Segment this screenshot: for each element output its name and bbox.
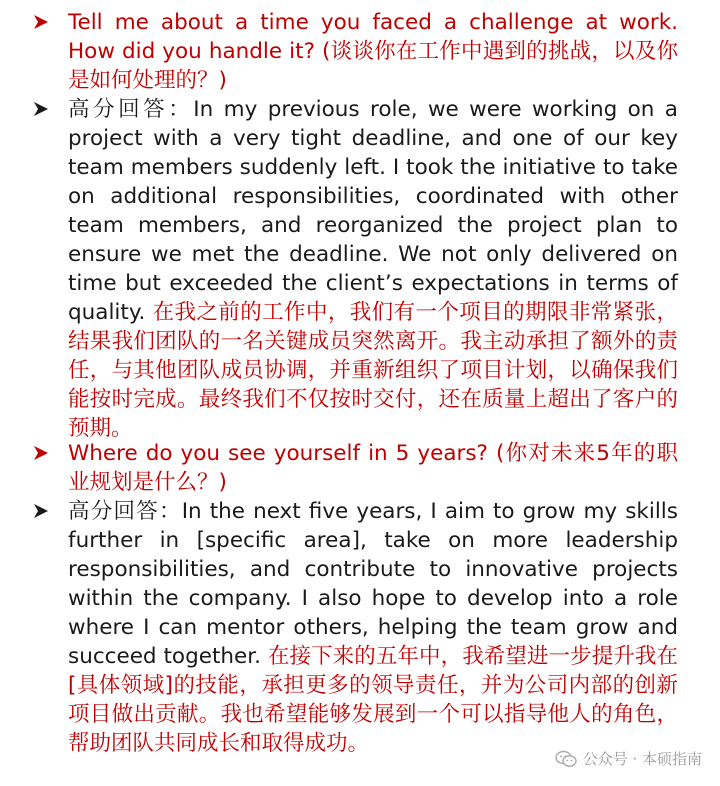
- answer-chinese-translation: 在接下来的五年中，我希望进一步提升我在[具体领域]的技能，承担更多的领导责任，并为公司内部的创新项目做出贡献。我也希望能够发展到一个可以指导他人的角色，帮助团队共同成长和取得成功。: [68, 644, 678, 756]
- answer-2: [0, 497, 720, 758]
- answer-chinese-translation: 在我之前的工作中，我们有一个项目的期限非常紧张，结果我们团队的一名关键成员突然离开。我主动承担了额外的责任，与其他团队成员协调，并重新组织了项目计划，以确保我们能按时完成。最终我们不仅按时交付，还在质量上超出了客户的预期。: [68, 300, 678, 441]
- question-2: [0, 439, 720, 497]
- arrow-bullet-icon: [32, 95, 52, 124]
- question-text: Where do you see yourself in 5 years? (你对未来5年的职业规划是什么？): [68, 441, 678, 495]
- question-text: Tell me about a time you faced a challenge at work. How did you handle it? (谈谈你在工作中遇到的挑战，以及你是如何处理的？): [68, 10, 678, 93]
- arrow-bullet-icon: [32, 497, 52, 526]
- answer-english-text: In the next five years, I aim to grow my skills further in [specific area], take on more leadership responsibilities, and contribute to innovative projects within the company. I also hope to develop into a role where I can mentor others, helping the team grow and succeed together.: [68, 499, 678, 669]
- watermark-text: 公众号 · 本硕指南: [582, 750, 702, 768]
- answer-1: [0, 95, 720, 443]
- wechat-icon: [555, 750, 577, 768]
- answer-label: 高分回答：: [68, 97, 194, 122]
- answer-english-text: In my previous role, we were working on a project with a very tight deadline, and one of our key team members suddenly left. I took the initiative to take on additional responsibilities, coordinated with other team members, and reorganized the project plan to ensure we met the deadline. We not only delivered on time but exceeded the client’s expectations in terms of quality.: [68, 97, 678, 325]
- question-1: [0, 8, 720, 95]
- watermark: [555, 748, 702, 769]
- arrow-bullet-icon: [32, 8, 52, 37]
- arrow-bullet-icon: [32, 439, 52, 468]
- answer-label: 高分回答：: [68, 499, 182, 524]
